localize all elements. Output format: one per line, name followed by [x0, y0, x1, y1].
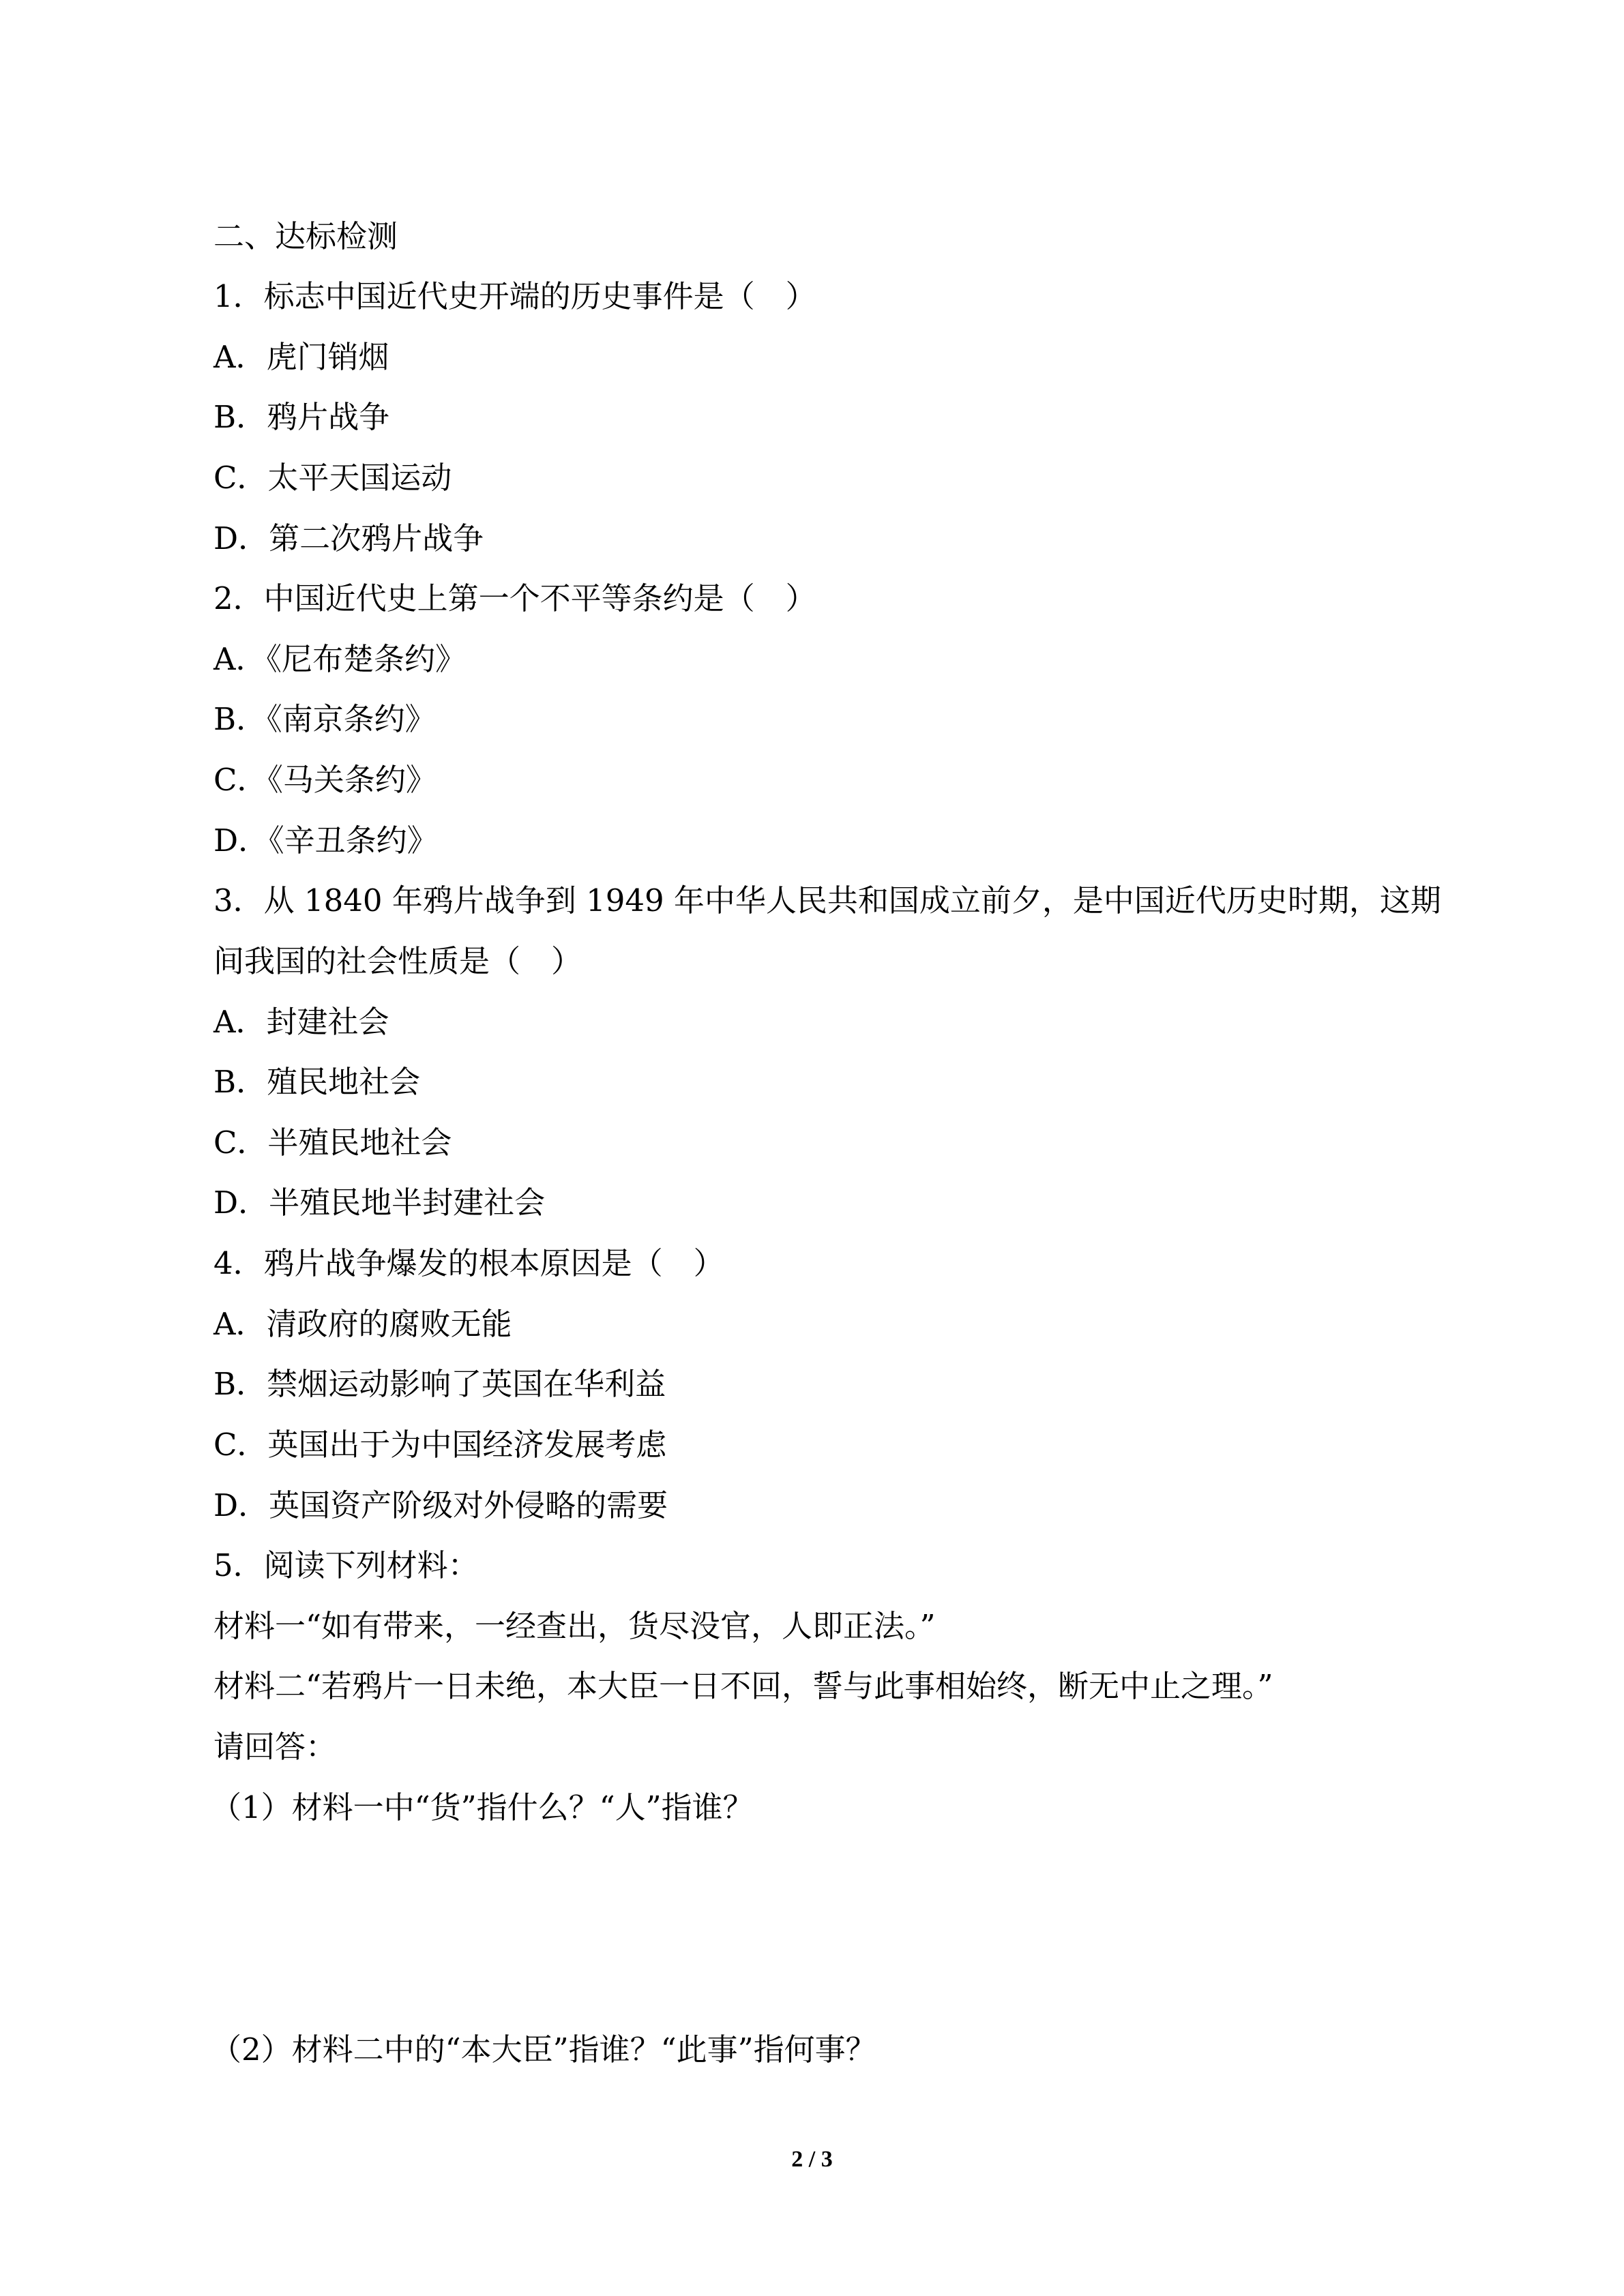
question-4-option-d: D．英国资产阶级对外侵略的需要 — [213, 1487, 668, 1523]
question-1-option-a: A．虎门销烟 — [213, 339, 389, 375]
question-2-option-b: B．《南京条约》 — [213, 701, 436, 737]
question-2-stem: 2．中国近代史上第一个不平等条约是（ ） — [213, 580, 816, 616]
question-3-stem-line-1: 3．从 1840 年鸦片战争到 1949 年中华人民共和国成立前夕，是中国近代历史时期，这期 — [213, 882, 1441, 919]
question-2-option-a: A．《尼布楚条约》 — [213, 641, 466, 677]
question-5-sub-question-1: （1）材料一中“货”指什么？“人”指谁？ — [211, 1789, 754, 1825]
question-4-option-a: A．清政府的腐败无能 — [213, 1306, 512, 1342]
question-1-option-c: C．太平天国运动 — [213, 460, 452, 496]
question-3-option-d: D．半殖民地半封建社会 — [213, 1184, 546, 1221]
question-1-option-d: D．第二次鸦片战争 — [213, 520, 484, 556]
question-5-stem: 5．阅读下列材料： — [213, 1547, 479, 1583]
section-title: 二、达标检测 — [213, 218, 398, 254]
question-5-prompt: 请回答： — [213, 1729, 337, 1765]
question-2-option-c: C．《马关条约》 — [213, 762, 437, 798]
question-5-material-1: 材料一“如有带来，一经查出，货尽没官，人即正法。” — [213, 1608, 936, 1644]
question-1-option-b: B．鸦片战争 — [213, 399, 390, 435]
question-3-stem-line-2: 间我国的社会性质是（ ） — [213, 943, 582, 979]
question-3-option-a: A．封建社会 — [213, 1004, 389, 1040]
question-4-option-b: B．禁烟运动影响了英国在华利益 — [213, 1366, 666, 1402]
question-4-stem: 4．鸦片战争爆发的根本原因是（ ） — [213, 1245, 724, 1281]
question-5-material-2: 材料二“若鸦片一日未绝，本大臣一日不回，誓与此事相始终，断无中止之理。” — [213, 1668, 1273, 1704]
question-2-option-d: D．《辛丑条约》 — [213, 822, 438, 859]
question-5-sub-question-2: （2）材料二中的“本大臣”指谁？“此事”指何事？ — [211, 2031, 876, 2068]
question-1-stem: 1．标志中国近代史开端的历史事件是（ ） — [213, 278, 816, 314]
question-3-option-c: C．半殖民地社会 — [213, 1124, 452, 1161]
question-3-option-b: B．殖民地社会 — [213, 1064, 421, 1100]
question-4-option-c: C．英国出于为中国经济发展考虑 — [213, 1427, 667, 1463]
page-number: 2 / 3 — [791, 2147, 833, 2172]
